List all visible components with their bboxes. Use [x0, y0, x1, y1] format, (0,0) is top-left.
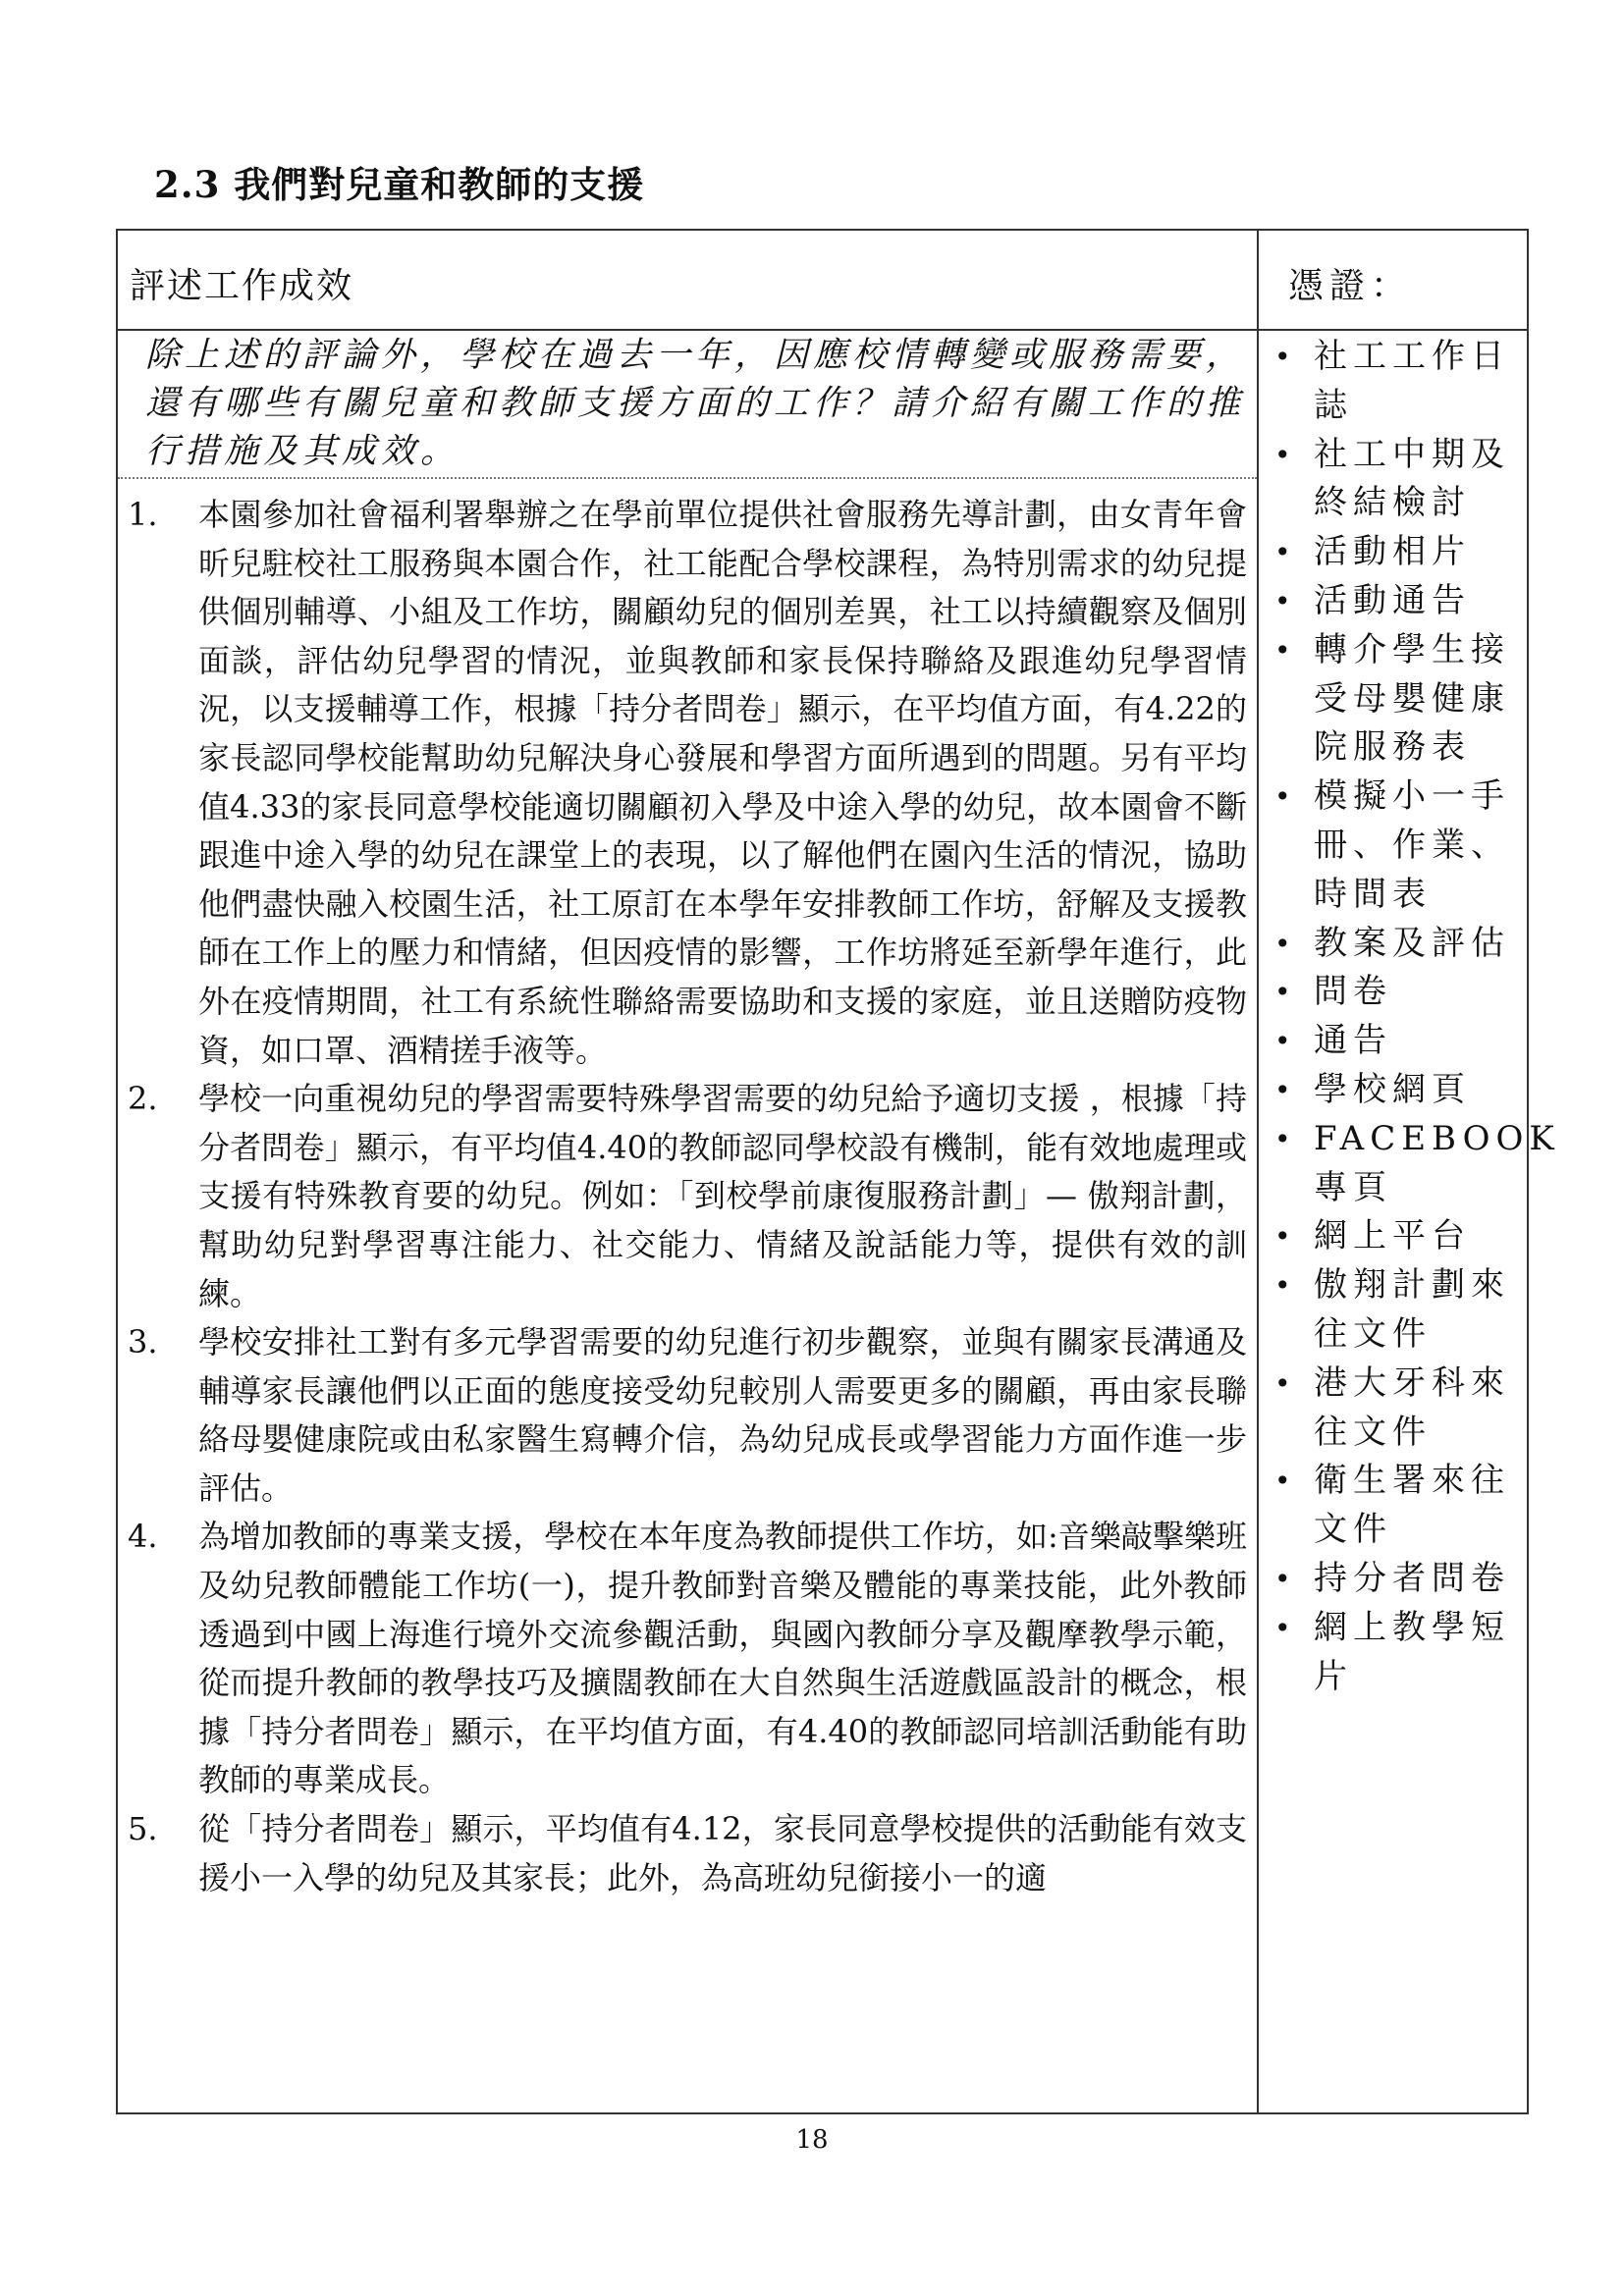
- evidence-item: • 教案及評估: [1274, 920, 1520, 969]
- section-title: 2.3 我們對兒童和教師的支援: [154, 163, 645, 206]
- evidence-item: • 社工工作日誌: [1274, 333, 1520, 431]
- header-evaluation: 評述工作成效: [130, 266, 354, 306]
- item-number: 5.: [128, 1810, 158, 1848]
- prompt-text: 除上述的評論外，學校在過去一年，因應校情轉變或服務需要，還有哪些有關兒童和教師支援方面的工作？請介紹有關工作的推行措施及其成效。: [145, 336, 1246, 471]
- bullet-icon: •: [1274, 438, 1297, 471]
- list-item: [128, 1075, 1247, 1318]
- bullet-icon: •: [1274, 1611, 1297, 1644]
- evidence-item: • 衛生署來往文件: [1274, 1457, 1520, 1555]
- evidence-item: • 通告: [1274, 1017, 1520, 1066]
- evidence-item: • 模擬小一手冊、作業、時間表: [1274, 773, 1520, 919]
- item-text: 為增加教師的專業支援，學校在本年度為教師提供工作坊，如:音樂敲擊樂班及幼兒教師體能工作坊(一)，提升教師對音樂及體能的專業技能，此外教師透過到中國上海進行境外交流參觀活動，與國內教師分享及觀摩教學示範，從而提升教師的教學技巧及擴闊教師在大自然與生活遊戲區設計的概念，根據「持分者問卷」顯示，在平均值方面，有4.40的教師認同培訓活動能有助教師的專業成長。: [198, 1518, 1247, 1799]
- page-number: 18: [795, 2125, 829, 2155]
- bullet-icon: •: [1274, 1465, 1297, 1498]
- bullet-icon: •: [1274, 976, 1297, 1009]
- bullet-icon: •: [1274, 1122, 1297, 1155]
- evidence-item: • 轉介學生接受母嬰健康院服務表: [1274, 626, 1520, 773]
- bullet-icon: •: [1274, 1025, 1297, 1058]
- evidence-item: • 持分者問卷: [1274, 1555, 1520, 1604]
- list-item: [128, 1513, 1247, 1805]
- evidence-item: • 網上平台: [1274, 1212, 1520, 1261]
- evidence-item: • 活動通告: [1274, 577, 1520, 626]
- evidence-item: • 社工中期及終結檢討: [1274, 431, 1520, 529]
- evidence-item: • FACEBOOK專頁: [1274, 1115, 1520, 1213]
- bullet-icon: •: [1274, 536, 1297, 569]
- bullet-icon: •: [1274, 1366, 1297, 1400]
- evidence-list: [1274, 333, 1560, 1701]
- evidence-item: • 問卷: [1274, 968, 1520, 1017]
- evidence-item: • 傲翔計劃來往文件: [1274, 1261, 1520, 1360]
- bullet-icon: •: [1274, 1562, 1297, 1595]
- list-item: [128, 1318, 1247, 1513]
- bullet-icon: •: [1274, 1073, 1297, 1106]
- bullet-icon: •: [1274, 780, 1297, 814]
- item-number: 2.: [128, 1080, 158, 1118]
- item-number: 4.: [128, 1518, 158, 1556]
- header-divider: [116, 329, 1529, 331]
- bullet-icon: •: [1274, 584, 1297, 617]
- bullet-icon: •: [1274, 341, 1297, 373]
- bullet-icon: •: [1274, 1269, 1297, 1303]
- item-number: 1.: [128, 496, 158, 533]
- bullet-icon: •: [1274, 633, 1297, 667]
- evidence-item: • 活動相片: [1274, 528, 1520, 577]
- evidence-item: • 網上教學短片: [1274, 1604, 1520, 1702]
- prompt-divider: [118, 477, 1257, 479]
- bullet-icon: •: [1274, 1220, 1297, 1254]
- item-number: 3.: [128, 1323, 158, 1362]
- bullet-icon: •: [1274, 927, 1297, 960]
- item-text: 學校一向重視幼兒的學習需要特殊學習需要的幼兒給予適切支援 ，根據「持分者問卷」顯示，有平均值4.40的教師認同學校設有機制，能有效地處理或支援有特殊教育要的幼兒。例如：「到校學前康復服務計劃」— 傲翔計劃，幫助幼兒對學習專注能力、社交能力、情緒及說話能力等，提供有效的訓練。: [198, 1080, 1247, 1312]
- item-text: 學校安排社工對有多元學習需要的幼兒進行初步觀察，並與有關家長溝通及輔導家長讓他們以正面的態度接受幼兒較別人需要更多的關顧，再由家長聯絡母嬰健康院或由私家醫生寫轉介信，為幼兒成長或學習能力方面作進一步評估。: [198, 1323, 1247, 1507]
- column-divider: [1257, 229, 1259, 2114]
- evidence-item: • 港大牙科來往文件: [1274, 1360, 1520, 1458]
- item-text: 本園參加社會福利署舉辦之在學前單位提供社會服務先導計劃，由女青年會昕兒駐校社工服務與本園合作，社工能配合學校課程，為特別需求的幼兒提供個別輔導、小組及工作坊，關顧幼兒的個別差異，社工以持續觀察及個別面談，評估幼兒學習的情況，並與教師和家長保持聯絡及跟進幼兒學習情況，以支援輔導工作，根據「持分者問卷」顯示，在平均值方面，有4.22的家長認同學校能幫助幼兒解決身心發展和學習方面所遇到的問題。另有平均值4.33的家長同意學校能適切關顧初入學及中途入學的幼兒，故本園會不斷跟進中途入學的幼兒在課堂上的表現，以了解他們在園內生活的情況，協助他們盡快融入校園生活，社工原訂在本學年安排教師工作坊，舒解及支援教師在工作上的壓力和情緒，但因疫情的影響，工作坊將延至新學年進行，此外在疫情期間，社工有系統性聯絡需要協助和支援的家庭，並且送贈防疫物資，如口罩、酒精搓手液等。: [198, 496, 1247, 1069]
- item-text: 從「持分者問卷」顯示，平均值有4.12，家長同意學校提供的活動能有效支援小一入學的幼兒及其家長；此外，為高班幼兒銜接小一的適: [198, 1810, 1247, 1896]
- evidence-item: • 學校網頁: [1274, 1066, 1520, 1115]
- list-item: [128, 1805, 1247, 1902]
- list-item: [128, 491, 1247, 1075]
- header-evidence: 憑證：: [1288, 266, 1413, 306]
- work-items-list: [128, 491, 1247, 1902]
